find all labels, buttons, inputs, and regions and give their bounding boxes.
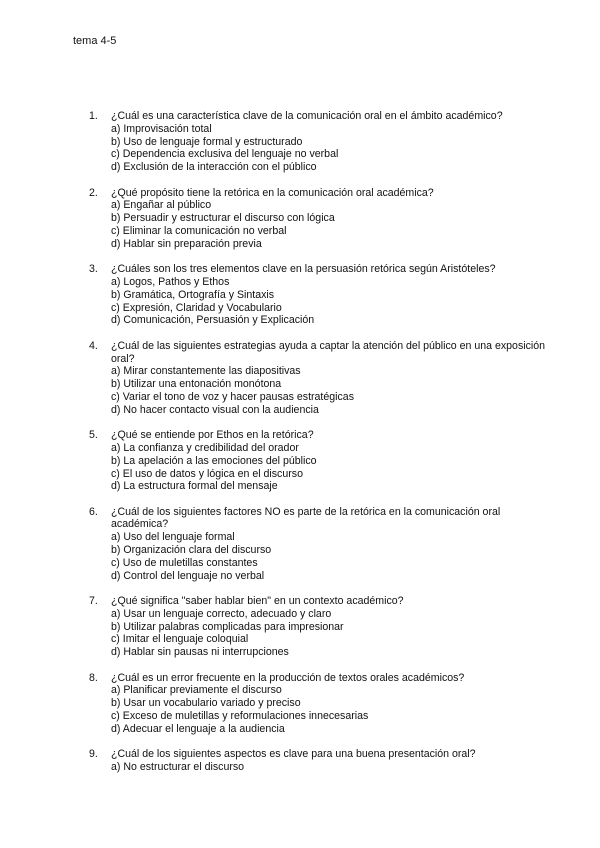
question-number: 3. (89, 263, 98, 276)
answer-options (111, 442, 559, 493)
answer-option: a) No estructurar el discurso (111, 761, 245, 774)
question-text: ¿Cuál de los siguientes factores NO es parte de la retórica en la comunicación oral académica? (111, 505, 501, 531)
answer-option: a) Engañar al público (111, 199, 212, 212)
answer-options (111, 276, 559, 327)
question-item (89, 263, 559, 327)
answer-option: d) La estructura formal del mensaje (111, 480, 278, 493)
answer-option: a) Improvisación total (111, 122, 212, 135)
answer-option: d) No hacer contacto visual con la audiencia (111, 403, 319, 416)
question-item (89, 187, 559, 251)
question-list (89, 110, 559, 786)
question-item (89, 340, 559, 417)
page-title: tema 4-5 (73, 35, 117, 47)
answer-option: d) Adecuar el lenguaje a la audiencia (111, 722, 285, 735)
answer-option: c) Dependencia exclusiva del lenguaje no verbal (111, 148, 339, 161)
answer-option: b) Uso de lenguaje formal y estructurado (111, 135, 303, 148)
answer-options (111, 123, 559, 174)
answer-option: a) Usar un lenguaje correcto, adecuado y claro (111, 607, 332, 620)
question-text: ¿Cuál es una característica clave de la comunicación oral en el ámbito académico? (111, 110, 503, 122)
answer-option: c) Imitar el lenguaje coloquial (111, 633, 249, 646)
question-text: ¿Cuál es un error frecuente en la producción de textos orales académicos? (111, 671, 465, 684)
answer-option: d) Hablar sin preparación previa (111, 237, 262, 250)
question-item (89, 506, 559, 583)
answer-option: b) Gramática, Ortografía y Sintaxis (111, 288, 275, 301)
answer-options (111, 684, 559, 735)
answer-option: d) Exclusión de la interacción con el público (111, 161, 317, 174)
answer-option: c) Eliminar la comunicación no verbal (111, 224, 287, 237)
question-item (89, 595, 559, 659)
question-number: 8. (89, 671, 98, 684)
question-text: ¿Cuál de las siguientes estrategias ayuda a captar la atención del público en una exposición oral? (111, 339, 546, 365)
question-number: 1. (89, 110, 98, 122)
answer-options (111, 608, 559, 659)
question-text: ¿Qué significa "saber hablar bien" en un contexto académico? (111, 595, 404, 608)
question-text: ¿Qué propósito tiene la retórica en la comunicación oral académica? (111, 186, 434, 199)
answer-option: b) Utilizar una entonación monótona (111, 378, 282, 391)
question-text: ¿Qué se entiende por Ethos en la retórica? (111, 429, 314, 442)
answer-option: c) Uso de muletillas constantes (111, 556, 258, 569)
answer-option: c) Variar el tono de voz y hacer pausas estratégicas (111, 390, 354, 403)
answer-option: d) Comunicación, Persuasión y Explicación (111, 314, 315, 327)
answer-option: a) Planificar previamente el discurso (111, 684, 282, 697)
answer-option: a) Mirar constantemente las diapositivas (111, 365, 301, 378)
question-item (89, 672, 559, 736)
answer-options (111, 531, 559, 582)
question-number: 9. (89, 748, 98, 761)
answer-option: b) Persuadir y estructurar el discurso con lógica (111, 212, 335, 225)
answer-option: a) Logos, Pathos y Ethos (111, 275, 230, 288)
answer-option: c) Expresión, Claridad y Vocabulario (111, 301, 282, 314)
answer-options (111, 761, 559, 774)
answer-options (111, 199, 559, 250)
answer-option: a) Uso del lenguaje formal (111, 531, 235, 544)
answer-option: b) Utilizar palabras complicadas para impresionar (111, 620, 344, 633)
question-text: ¿Cuál de los siguientes aspectos es clave para una buena presentación oral? (111, 748, 476, 761)
answer-option: d) Control del lenguaje no verbal (111, 569, 265, 582)
answer-option: a) La confianza y credibilidad del orador (111, 441, 299, 454)
question-item (89, 748, 559, 774)
question-item (89, 110, 559, 174)
question-number: 7. (89, 595, 98, 608)
question-text: ¿Cuáles son los tres elementos clave en la persuasión retórica según Aristóteles? (111, 263, 496, 276)
question-number: 5. (89, 429, 98, 442)
answer-option: d) Hablar sin pausas ni interrupciones (111, 646, 289, 659)
answer-option: c) El uso de datos y lógica en el discurso (111, 467, 303, 480)
answer-options (111, 365, 559, 416)
answer-option: b) La apelación a las emociones del público (111, 454, 317, 467)
answer-option: c) Exceso de muletillas y reformulaciones innecesarias (111, 710, 369, 723)
answer-option: b) Organización clara del discurso (111, 544, 272, 557)
answer-option: b) Usar un vocabulario variado y preciso (111, 697, 301, 710)
question-item (89, 429, 559, 493)
question-number: 6. (89, 505, 98, 518)
question-number: 2. (89, 186, 98, 199)
question-number: 4. (89, 339, 98, 352)
